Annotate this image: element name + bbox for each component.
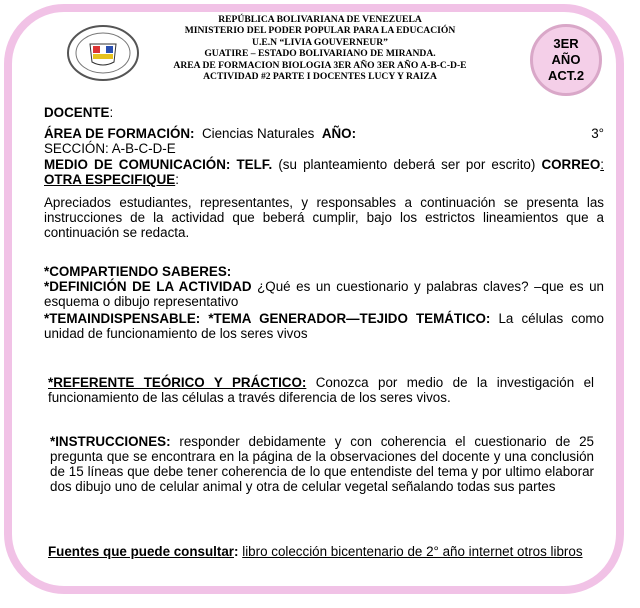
docente-line — [44, 105, 604, 120]
correo-colon: : — [600, 157, 604, 172]
year-value: 3° — [591, 126, 604, 141]
definicion-text: ¿Qué es un cuestionario y palabras claves? –que es un esquema o dibujo representativo — [44, 279, 604, 309]
header-line: MINISTERIO DEL PODER POPULAR PARA LA EDUCACIÓN — [184, 25, 456, 37]
badge-line: 3ER — [553, 36, 579, 51]
header-line: REPÚBLICA BOLIVARIANA DE VENEZUELA — [218, 14, 422, 25]
header-line: ACTIVIDAD #2 PARTE I DOCENTES LUCY Y RAIZA — [203, 71, 437, 83]
section-label: SECCIÓN: — [44, 141, 109, 156]
docente-suffix: : — [109, 105, 114, 120]
compartiendo-heading: *COMPARTIENDO SABERES: — [44, 264, 232, 279]
intro-text: Apreciados estudiantes, representantes, y responsables a continuación se presenta las instrucciones de la actividad que beberá cumplir, bajo los estrictos lineamientos que a continuación se redacta. — [44, 195, 604, 240]
header-line: U.E.N “LIVIA GOUVERNEUR” — [252, 36, 388, 48]
referente-label: *REFERENTE TEÓRICO Y PRÁCTICO: — [48, 375, 307, 390]
fuentes-colon: : — [234, 544, 239, 559]
instrucciones-text: responder debidamente y con coherencia el cuestionario de 25 pregunta que se encontrara en la página de la observaciones del docente y una conclusión de 15 líneas que debe tener coherencia de lo que entendiste del tema y por ultimo elaborar dos dibujo uno de celular animal y otra de celular vegetal señalando todas sus partes — [50, 434, 594, 494]
section-line — [44, 141, 604, 156]
badge-line: ACT.2 — [547, 68, 585, 83]
area-value: Ciencias Naturales — [201, 126, 315, 141]
section-value: A-B-C-D-E — [111, 141, 176, 156]
area-line — [44, 126, 604, 141]
header-line: GUATIRE – ESTADO BOLIVARIANO DE MIRANDA. — [204, 48, 436, 60]
definicion-label: *DEFINICIÓN DE LA ACTIVIDAD — [44, 279, 252, 294]
definicion-para — [44, 279, 604, 309]
badge-line: AÑO — [551, 52, 581, 67]
otra-label: OTRA ESPECIFIQUE — [44, 172, 176, 187]
instrucciones-label: *INSTRUCCIONES: — [50, 434, 171, 449]
grade-badge — [530, 24, 602, 96]
area-label: ÁREA DE FORMACIÓN: — [44, 126, 195, 141]
medio-label: MEDIO DE COMUNICACIÓN: TELF. — [44, 157, 273, 172]
fuentes-text: libro colección bicentenario de 2° año internet otros libros — [242, 544, 583, 559]
docente-label: DOCENTE — [44, 105, 110, 120]
referente-text: Conozca por medio de la investigación el funcionamiento de las células a través diferencia de los seres vivos. — [48, 375, 594, 405]
header-line: AREA DE FORMACION BIOLOGIA 3ER AÑO 3ER AÑO A-B-C-D-E — [173, 59, 467, 71]
fuentes-label: Fuentes que puede consultar — [48, 544, 235, 559]
telf-note: (su planteamiento deberá ser por escrito) — [272, 157, 536, 172]
tema-text: La células como unidad de funcionamiento de los seres vivos — [44, 311, 604, 341]
tema-label: *TEMAINDISPENSABLE: *TEMA GENERADOR—TEJIDO TEMÁTICO: — [44, 311, 491, 326]
year-label: AÑO: — [321, 126, 357, 141]
correo-label: CORREO — [535, 157, 601, 172]
otra-colon: : — [175, 172, 179, 187]
